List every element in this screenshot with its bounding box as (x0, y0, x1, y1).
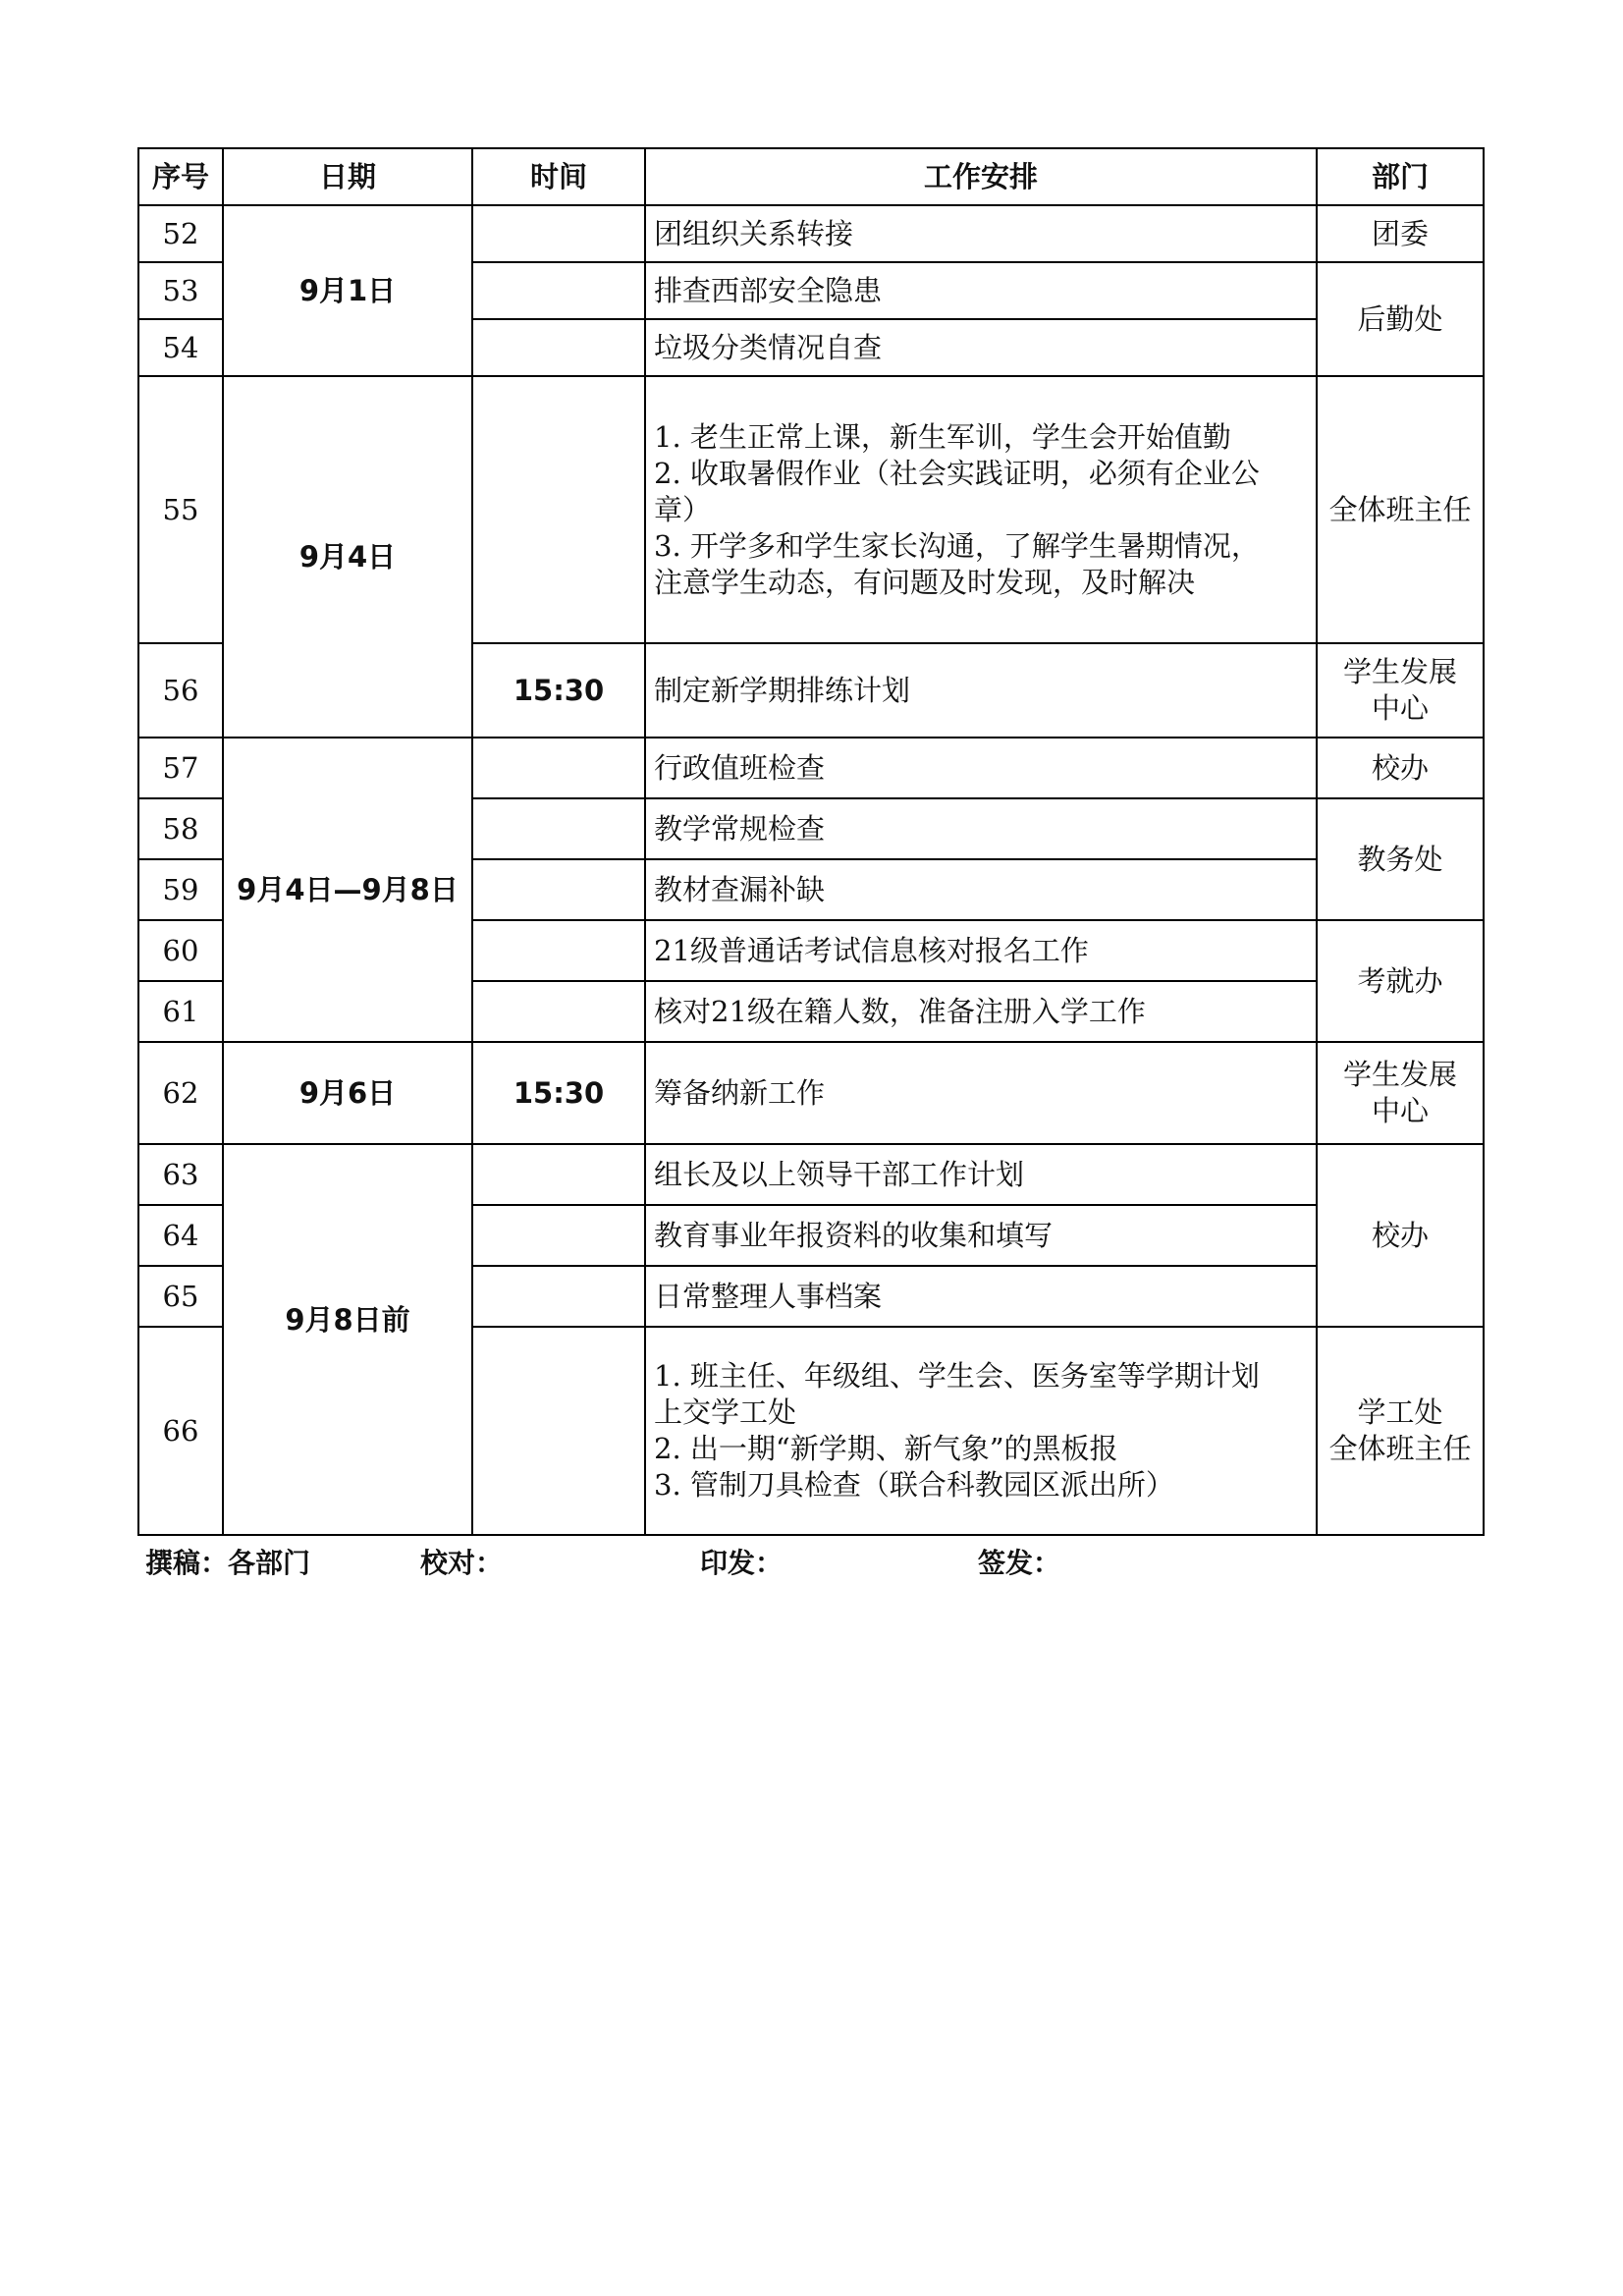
time-cell (472, 738, 645, 798)
task-cell (645, 859, 1317, 920)
dept-cell (1317, 798, 1484, 920)
print-label: 印发： (700, 1547, 784, 1579)
task-cell (645, 1327, 1317, 1535)
task-line: 章） (654, 492, 712, 526)
task-line: 日常整理人事档案 (654, 1279, 883, 1313)
time-cell (472, 1266, 645, 1327)
time-cell (472, 262, 645, 319)
time-cell (472, 859, 645, 920)
dept-line: 教务处 (1357, 842, 1443, 876)
task-line: 1. 班主任、年级组、学生会、医务室等学期计划 (654, 1359, 1260, 1393)
task-line: 团组织关系转接 (654, 216, 854, 250)
task-cell (645, 376, 1317, 643)
task-line: 教育事业年报资料的收集和填写 (654, 1218, 1054, 1252)
row-number: 60 (138, 920, 223, 981)
time-cell (472, 1144, 645, 1205)
date-cell: 9月6日 (223, 1042, 472, 1144)
task-line: 3. 开学多和学生家长沟通，了解学生暑期情况， (654, 528, 1260, 563)
dept-line: 学生发展 (1342, 655, 1457, 688)
task-line: 制定新学期排练计划 (654, 673, 911, 707)
task-line: 2. 出一期“新学期、新气象”的黑板报 (654, 1432, 1118, 1465)
dept-cell (1317, 643, 1484, 738)
dept-cell (1317, 1144, 1484, 1327)
date-cell: 9月4日—9月8日 (223, 738, 472, 1042)
task-line: 注意学生动态，有问题及时发现，及时解决 (654, 565, 1196, 599)
sign-label: 签发： (978, 1547, 1061, 1579)
dept-cell (1317, 1042, 1484, 1144)
header-date: 日期 (223, 148, 472, 205)
date-cell: 9月1日 (223, 205, 472, 376)
task-line: 21级普通话考试信息核对报名工作 (654, 933, 1089, 967)
task-cell (645, 319, 1317, 376)
table-row (138, 738, 1484, 798)
table-row (138, 376, 1484, 643)
time-cell: 15:30 (472, 1042, 645, 1144)
dept-line: 校办 (1371, 1218, 1429, 1252)
time-cell (472, 205, 645, 262)
dept-line: 校办 (1371, 750, 1429, 785)
task-cell (645, 1042, 1317, 1144)
dept-line: 中心 (1371, 1094, 1429, 1127)
row-number: 53 (138, 262, 223, 319)
task-line: 行政值班检查 (654, 750, 826, 785)
row-number: 57 (138, 738, 223, 798)
dept-line: 学生发展 (1342, 1058, 1457, 1091)
dept-cell (1317, 738, 1484, 798)
task-cell (645, 798, 1317, 859)
date-cell: 9月4日 (223, 376, 472, 738)
header-task: 工作安排 (645, 148, 1317, 205)
task-line: 教学常规检查 (654, 811, 826, 846)
table-row (138, 1144, 1484, 1205)
dept-line: 考就办 (1357, 963, 1443, 998)
task-cell (645, 262, 1317, 319)
dept-line: 后勤处 (1357, 301, 1443, 336)
task-line: 上交学工处 (654, 1395, 797, 1429)
task-line: 组长及以上领导干部工作计划 (654, 1157, 1025, 1191)
row-number: 63 (138, 1144, 223, 1205)
dept-line: 中心 (1371, 691, 1429, 725)
header-row (138, 148, 1484, 205)
task-cell (645, 920, 1317, 981)
task-cell (645, 1144, 1317, 1205)
dept-cell (1317, 262, 1484, 376)
task-cell (645, 643, 1317, 738)
task-line: 教材查漏补缺 (654, 872, 826, 906)
header-seq: 序号 (138, 148, 223, 205)
task-cell (645, 981, 1317, 1042)
task-line: 3. 管制刀具检查（联合科教园区派出所） (654, 1468, 1174, 1502)
schedule-table (137, 147, 1485, 1536)
row-number: 61 (138, 981, 223, 1042)
dept-cell (1317, 920, 1484, 1042)
row-number: 66 (138, 1327, 223, 1535)
dept-line: 学工处 (1357, 1395, 1443, 1429)
dept-line: 团委 (1371, 216, 1429, 250)
time-cell (472, 1327, 645, 1535)
dept-line: 全体班主任 (1328, 1432, 1472, 1465)
row-number: 56 (138, 643, 223, 738)
row-number: 59 (138, 859, 223, 920)
time-cell (472, 798, 645, 859)
task-line: 筹备纳新工作 (654, 1075, 826, 1110)
time-cell (472, 1205, 645, 1266)
task-cell (645, 1205, 1317, 1266)
proof-label: 校对： (420, 1547, 504, 1579)
dept-cell (1317, 376, 1484, 643)
row-number: 62 (138, 1042, 223, 1144)
task-line: 垃圾分类情况自查 (654, 330, 883, 364)
task-cell (645, 1266, 1317, 1327)
row-number: 54 (138, 319, 223, 376)
date-cell: 9月8日前 (223, 1144, 472, 1535)
task-cell (645, 205, 1317, 262)
task-line: 核对21级在籍人数，准备注册入学工作 (654, 994, 1146, 1028)
time-cell: 15:30 (472, 643, 645, 738)
row-number: 58 (138, 798, 223, 859)
time-cell (472, 920, 645, 981)
author-label: 撰稿：各部门 (145, 1547, 311, 1579)
footer (145, 1542, 1481, 1591)
task-line: 2. 收取暑假作业（社会实践证明，必须有企业公 (654, 456, 1260, 490)
row-number: 52 (138, 205, 223, 262)
table-row (138, 1042, 1484, 1144)
task-line: 排查西部安全隐患 (654, 273, 883, 307)
row-number: 55 (138, 376, 223, 643)
row-number: 65 (138, 1266, 223, 1327)
dept-line: 全体班主任 (1328, 492, 1472, 526)
table-row (138, 205, 1484, 262)
dept-cell (1317, 205, 1484, 262)
time-cell (472, 319, 645, 376)
time-cell (472, 376, 645, 643)
time-cell (472, 981, 645, 1042)
dept-cell (1317, 1327, 1484, 1535)
row-number: 64 (138, 1205, 223, 1266)
task-cell (645, 738, 1317, 798)
header-time: 时间 (472, 148, 645, 205)
task-line: 1. 老生正常上课，新生军训，学生会开始值勤 (654, 419, 1231, 454)
header-dept: 部门 (1317, 148, 1484, 205)
